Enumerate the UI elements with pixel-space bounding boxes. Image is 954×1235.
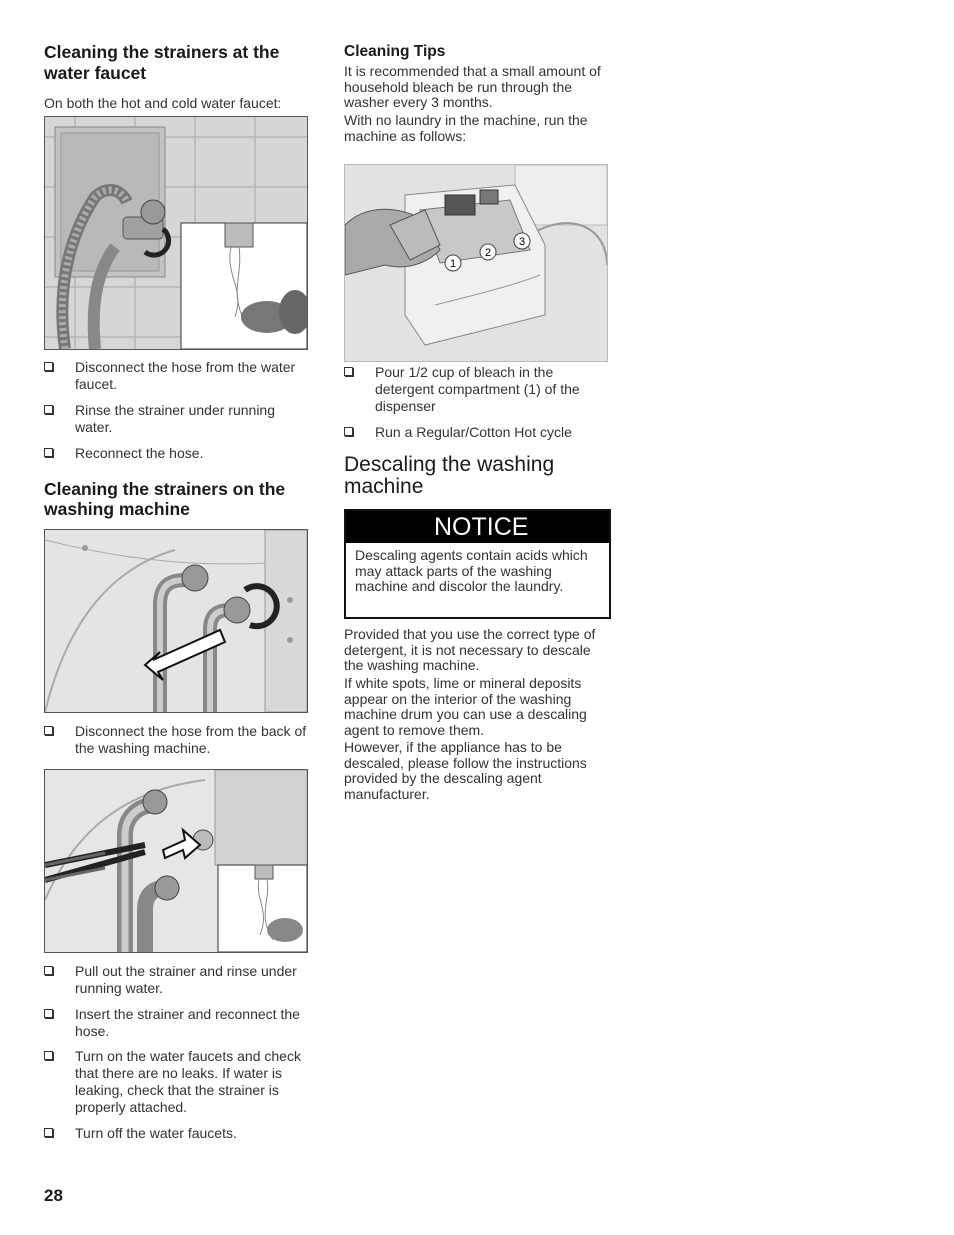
tips-steps-list [344, 364, 614, 441]
machine-steps-list-a [44, 723, 314, 757]
descaling-paragraph-2: If white spots, lime or mineral deposits appear on the interior of the washing machine drum you can use a descaling agent to remove them. [344, 675, 587, 738]
detergent-dispenser-illustration [344, 164, 608, 362]
checkbox-icon [44, 362, 53, 371]
cleaning-tips-heading: Cleaning Tips [344, 43, 446, 60]
checklist-item: Turn on the water faucets and check that there are no leaks. If water is leaking, check that the strainer is properly attached. [44, 1048, 314, 1116]
checklist-item: Pour 1/2 cup of bleach in the detergent compartment (1) of the dispenser [344, 364, 614, 415]
descaling-paragraph-3: However, if the appliance has to be descaled, please follow the instructions provided by the descaling agent manufacturer. [344, 739, 587, 802]
checkbox-icon [44, 726, 53, 735]
checklist-item: Turn off the water faucets. [44, 1125, 314, 1142]
checkbox-icon [44, 1128, 53, 1137]
tips-paragraph-2: With no laundry in the machine, run the machine as follows: [344, 112, 588, 144]
checklist-item: Insert the strainer and reconnect the hose. [44, 1006, 314, 1040]
checkbox-icon [44, 448, 53, 457]
checklist-item: Disconnect the hose from the water faucet. [44, 359, 314, 393]
notice-title: NOTICE [346, 511, 609, 543]
machine-strainer-heading: Cleaning the strainers on the washing machine [44, 479, 286, 519]
checkbox-icon [44, 1009, 53, 1018]
page-number: 28 [44, 1186, 63, 1205]
dispenser-label-2: 2 [484, 247, 492, 259]
checkbox-icon [44, 405, 53, 414]
faucet-strainer-illustration [44, 116, 308, 350]
checklist-item: Run a Regular/Cotton Hot cycle [344, 424, 614, 441]
faucet-steps-list [44, 359, 314, 462]
tips-paragraph-1: It is recommended that a small amount of household bleach be run through the washer every 3 months. [344, 63, 601, 110]
dispenser-label-3: 3 [518, 236, 526, 248]
faucet-intro-text: On both the hot and cold water faucet: [44, 95, 282, 111]
faucet-strainer-heading: Cleaning the strainers at the water faucet [44, 42, 280, 83]
pull-strainer-illustration [44, 769, 308, 953]
checklist-item: Reconnect the hose. [44, 445, 314, 462]
checkbox-icon [344, 367, 353, 376]
dispenser-label-1: 1 [449, 258, 457, 270]
notice-text: Descaling agents contain acids which may attack parts of the washing machine and discolor the laundry. [355, 547, 588, 594]
checkbox-icon [344, 427, 353, 436]
checkbox-icon [44, 1051, 53, 1060]
disconnect-hose-illustration [44, 529, 308, 713]
notice-box [344, 509, 611, 619]
checklist-item: Rinse the strainer under running water. [44, 402, 314, 436]
descaling-heading: Descaling the washing machine [344, 453, 555, 498]
checklist-item: Disconnect the hose from the back of the washing machine. [44, 723, 314, 757]
checkbox-icon [44, 966, 53, 975]
descaling-paragraph-1: Provided that you use the correct type of detergent, it is not necessary to descale the washing machine. [344, 626, 596, 673]
machine-steps-list-b [44, 963, 314, 1142]
checklist-item: Pull out the strainer and rinse under running water. [44, 963, 314, 997]
